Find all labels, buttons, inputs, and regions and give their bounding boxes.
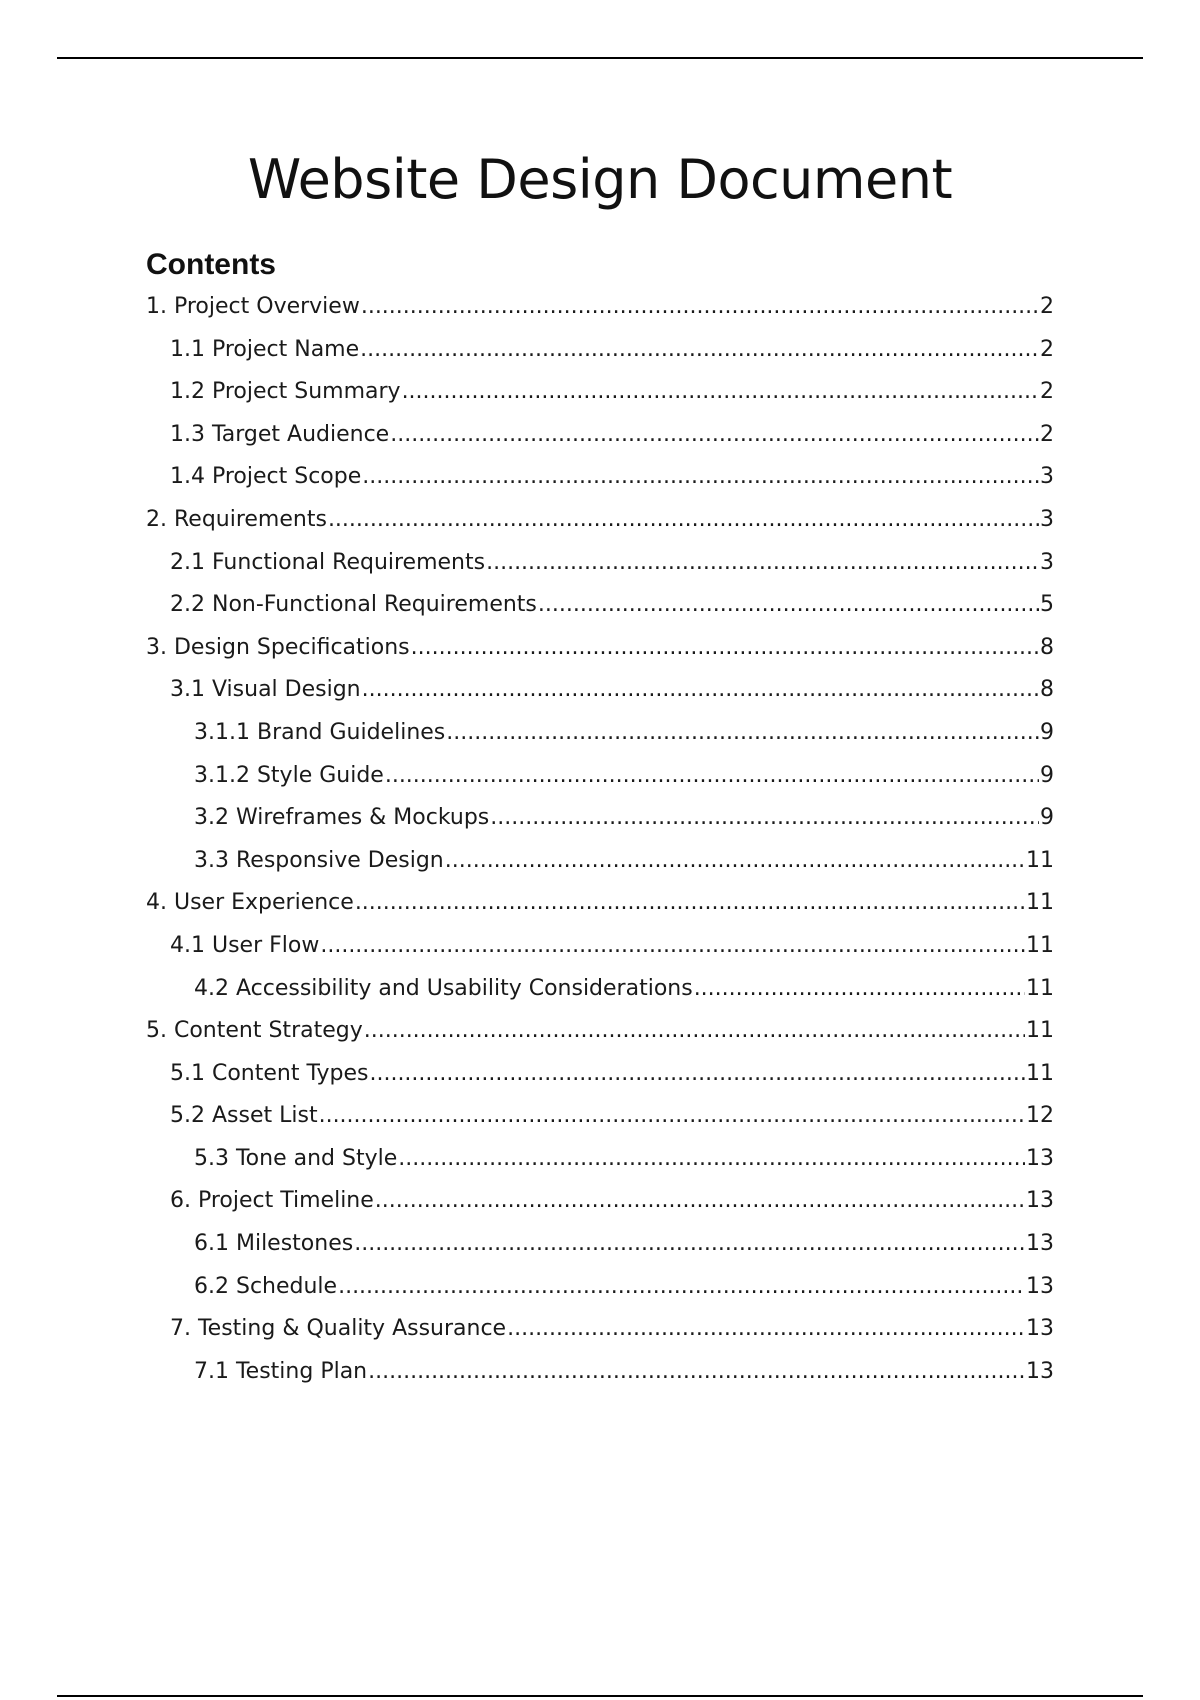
dot-leader bbox=[398, 1146, 1025, 1171]
toc-entry-page-number: 9 bbox=[1040, 719, 1054, 745]
toc-entry[interactable] bbox=[146, 635, 1054, 678]
toc-entry-title: 3. Design Specifications bbox=[146, 634, 410, 660]
toc-entry-page-number: 2 bbox=[1040, 294, 1054, 319]
toc-entry[interactable] bbox=[146, 976, 1054, 1019]
header-rule bbox=[57, 57, 1143, 59]
dot-leader bbox=[320, 933, 1025, 958]
toc-entry-title: 5. Content Strategy bbox=[146, 1018, 363, 1044]
dot-leader bbox=[411, 635, 1039, 660]
toc-entry-page-number: 11 bbox=[1026, 1018, 1054, 1044]
toc-entry-title: 3.1.2 Style Guide bbox=[194, 762, 384, 788]
toc-entry[interactable] bbox=[146, 1188, 1054, 1231]
toc-entry[interactable] bbox=[146, 677, 1054, 720]
toc-entry[interactable] bbox=[146, 1061, 1054, 1104]
dot-leader bbox=[362, 464, 1039, 489]
toc-entry[interactable] bbox=[146, 1231, 1054, 1274]
toc-entry-page-number: 2 bbox=[1040, 336, 1054, 362]
toc-entry-page-number: 12 bbox=[1026, 1103, 1054, 1129]
toc-heading: Contents bbox=[146, 248, 276, 281]
dot-leader bbox=[362, 677, 1039, 702]
toc-entry-title: 5.2 Asset List bbox=[170, 1103, 318, 1129]
toc-entry-page-number: 9 bbox=[1040, 805, 1054, 831]
dot-leader bbox=[486, 550, 1039, 575]
dot-leader bbox=[354, 1231, 1025, 1256]
dot-leader bbox=[446, 720, 1039, 745]
footer-rule bbox=[57, 1695, 1143, 1697]
toc-entry-page-number: 11 bbox=[1026, 847, 1054, 873]
toc-entry-page-number: 2 bbox=[1040, 421, 1054, 447]
toc-entry[interactable] bbox=[146, 592, 1054, 635]
table-of-contents bbox=[146, 294, 1054, 1401]
toc-entry-title: 3.1.1 Brand Guidelines bbox=[194, 719, 446, 745]
toc-entry[interactable] bbox=[146, 805, 1054, 848]
toc-entry-page-number: 13 bbox=[1026, 1273, 1054, 1299]
toc-entry-page-number: 11 bbox=[1026, 890, 1054, 916]
dot-leader bbox=[445, 848, 1025, 873]
toc-entry[interactable] bbox=[146, 337, 1054, 380]
dot-leader bbox=[338, 1274, 1025, 1299]
toc-entry[interactable] bbox=[146, 379, 1054, 422]
toc-entry-title: 1.2 Project Summary bbox=[170, 379, 401, 405]
toc-entry-page-number: 11 bbox=[1026, 932, 1054, 958]
toc-entry-title: 2. Requirements bbox=[146, 506, 327, 532]
toc-entry-page-number: 8 bbox=[1040, 677, 1054, 703]
toc-entry-page-number: 9 bbox=[1040, 762, 1054, 788]
toc-entry[interactable] bbox=[146, 890, 1054, 933]
toc-entry[interactable] bbox=[146, 464, 1054, 507]
toc-entry[interactable] bbox=[146, 763, 1054, 806]
toc-entry-title: 5.1 Content Types bbox=[170, 1060, 369, 1086]
toc-entry-page-number: 2 bbox=[1040, 379, 1054, 405]
toc-entry-page-number: 3 bbox=[1040, 549, 1054, 575]
dot-leader bbox=[538, 592, 1039, 617]
toc-entry[interactable] bbox=[146, 848, 1054, 891]
dot-leader bbox=[507, 1316, 1025, 1341]
toc-entry-page-number: 13 bbox=[1026, 1358, 1054, 1384]
dot-leader bbox=[402, 379, 1039, 404]
toc-entry[interactable] bbox=[146, 1103, 1054, 1146]
dot-leader bbox=[364, 1018, 1025, 1043]
dot-leader bbox=[390, 422, 1039, 447]
toc-entry[interactable] bbox=[146, 720, 1054, 763]
toc-entry-title: 6. Project Timeline bbox=[170, 1188, 374, 1214]
dot-leader bbox=[694, 976, 1025, 1001]
toc-entry-title: 7. Testing & Quality Assurance bbox=[170, 1316, 507, 1342]
toc-entry-title: 3.2 Wireframes & Mockups bbox=[194, 805, 490, 831]
toc-entry-page-number: 13 bbox=[1026, 1231, 1054, 1257]
toc-entry[interactable] bbox=[146, 507, 1054, 550]
toc-entry-title: 3.1 Visual Design bbox=[170, 677, 361, 703]
dot-leader bbox=[369, 1061, 1025, 1086]
toc-entry-title: 1. Project Overview bbox=[146, 294, 360, 319]
toc-entry[interactable] bbox=[146, 550, 1054, 593]
dot-leader bbox=[319, 1103, 1025, 1128]
toc-entry-page-number: 8 bbox=[1040, 634, 1054, 660]
toc-entry-page-number: 13 bbox=[1026, 1145, 1054, 1171]
dot-leader bbox=[490, 805, 1039, 830]
toc-entry[interactable] bbox=[146, 1316, 1054, 1359]
toc-entry-title: 6.2 Schedule bbox=[194, 1273, 338, 1299]
toc-entry-title: 4.1 User Flow bbox=[170, 932, 320, 958]
toc-entry[interactable] bbox=[146, 1274, 1054, 1317]
toc-entry-page-number: 3 bbox=[1040, 506, 1054, 532]
toc-entry-title: 5.3 Tone and Style bbox=[194, 1145, 398, 1171]
dot-leader bbox=[385, 763, 1039, 788]
document-title: Website Design Document bbox=[247, 148, 953, 211]
toc-entry-page-number: 13 bbox=[1026, 1188, 1054, 1214]
toc-entry-page-number: 3 bbox=[1040, 464, 1054, 490]
toc-entry-page-number: 5 bbox=[1040, 592, 1054, 618]
toc-entry-page-number: 11 bbox=[1026, 1060, 1054, 1086]
toc-entry-page-number: 13 bbox=[1026, 1316, 1054, 1342]
toc-entry-title: 3.3 Responsive Design bbox=[194, 847, 444, 873]
toc-entry-title: 1.4 Project Scope bbox=[170, 464, 362, 490]
toc-entry[interactable] bbox=[146, 294, 1054, 337]
dot-leader bbox=[328, 507, 1039, 532]
toc-entry[interactable] bbox=[146, 1359, 1054, 1402]
toc-entry-title: 1.1 Project Name bbox=[170, 336, 360, 362]
toc-entry[interactable] bbox=[146, 1018, 1054, 1061]
toc-entry-page-number: 11 bbox=[1026, 975, 1054, 1001]
dot-leader bbox=[361, 294, 1039, 319]
toc-entry-title: 2.2 Non-Functional Requirements bbox=[170, 592, 537, 618]
toc-entry[interactable] bbox=[146, 1146, 1054, 1189]
dot-leader bbox=[360, 337, 1039, 362]
dot-leader bbox=[355, 890, 1025, 915]
toc-entry-title: 7.1 Testing Plan bbox=[194, 1358, 368, 1384]
toc-entry-title: 1.3 Target Audience bbox=[170, 421, 390, 447]
toc-entry[interactable] bbox=[146, 933, 1054, 976]
toc-entry-title: 6.1 Milestones bbox=[194, 1231, 354, 1257]
toc-entry[interactable] bbox=[146, 422, 1054, 465]
toc-entry-title: 4. User Experience bbox=[146, 890, 354, 916]
dot-leader bbox=[375, 1188, 1025, 1213]
dot-leader bbox=[368, 1359, 1025, 1384]
toc-entry-title: 2.1 Functional Requirements bbox=[170, 549, 486, 575]
toc-entry-title: 4.2 Accessibility and Usability Considerations bbox=[194, 975, 693, 1001]
